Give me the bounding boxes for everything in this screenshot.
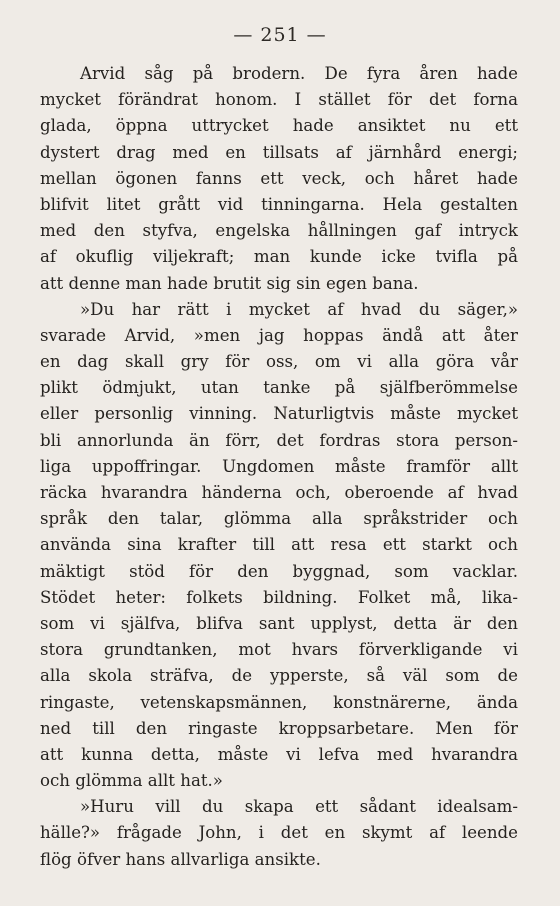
text-line: att denne man hade brutit sig sin egen bana. [40, 273, 419, 293]
text-line: »Du har rätt i mycket af hvad du säger,» [80, 299, 518, 319]
text-line: språk den talar, glömma alla språkstrider och [40, 509, 518, 529]
text-line: eller personlig vinning. Naturligtvis måste mycket [40, 404, 518, 424]
text-line: dystert drag med en tillsats af järnhård energi; [40, 142, 518, 162]
text-line: att kunna detta, måste vi lefva med hvarandra [40, 744, 518, 764]
text-line: liga uppoffringar. Ungdomen måste framför allt [40, 456, 518, 476]
paragraph [40, 61, 518, 297]
text-line: Arvid såg på brodern. De fyra åren hade [80, 64, 518, 83]
text-line: mycket förändrat honom. I stället för det forna [40, 90, 518, 110]
text-line: »Huru vill du skapa ett sådant idealsam- [80, 797, 518, 817]
text-line: räcka hvarandra händerna och, oberoende af hvad [40, 483, 518, 502]
paragraph [40, 794, 518, 873]
text-line: och glömma allt hat.» [40, 771, 223, 791]
text-line: med den styfva, engelska hållningen gaf intryck [40, 221, 518, 241]
text-line: svarade Arvid, »men jag hoppas ändå att åter [40, 325, 518, 345]
text-line: stora grundtanken, mot hvars förverkligande vi [40, 640, 518, 660]
text-line: en dag skall gry för oss, om vi alla göra vår [40, 352, 518, 372]
text-line: plikt ödmjukt, utan tanke på själfberömmelse [40, 378, 518, 398]
text-line: använda sina krafter till att resa ett starkt och [40, 535, 518, 555]
text-line: flög öfver hans allvarliga ansikte. [40, 849, 321, 869]
text-line: ringaste, vetenskapsmännen, konstnärerne, ända [40, 692, 518, 712]
text-line: alla skola sträfva, de ypperste, så väl som de [40, 666, 518, 686]
text-line: mäktigt stöd för den byggnad, som vacklar. [40, 561, 518, 581]
text-line: af okuflig viljekraft; man kunde icke tvifla på [40, 247, 518, 267]
text-line: Stödet heter: folkets bildning. Folket må, lika- [40, 587, 518, 607]
text-line: ned till den ringaste kroppsarbetare. Men för [40, 718, 518, 738]
text-line: bli annorlunda än förr, det fordras stora person- [40, 430, 518, 450]
page-number: — 251 — [233, 24, 327, 46]
text-line: glada, öppna uttrycket hade ansiktet nu ett [40, 116, 518, 136]
paragraph [40, 297, 518, 795]
text-line: blifvit litet grått vid tinningarna. Hela gestalten [40, 194, 518, 214]
text-line: som vi själfva, blifva sant upplyst, detta är den [40, 613, 518, 633]
text-line: hälle?» frågade John, i det en skymt af leende [40, 823, 518, 843]
body-text [40, 61, 518, 873]
text-line: mellan ögonen fanns ett veck, och håret hade [40, 168, 518, 188]
